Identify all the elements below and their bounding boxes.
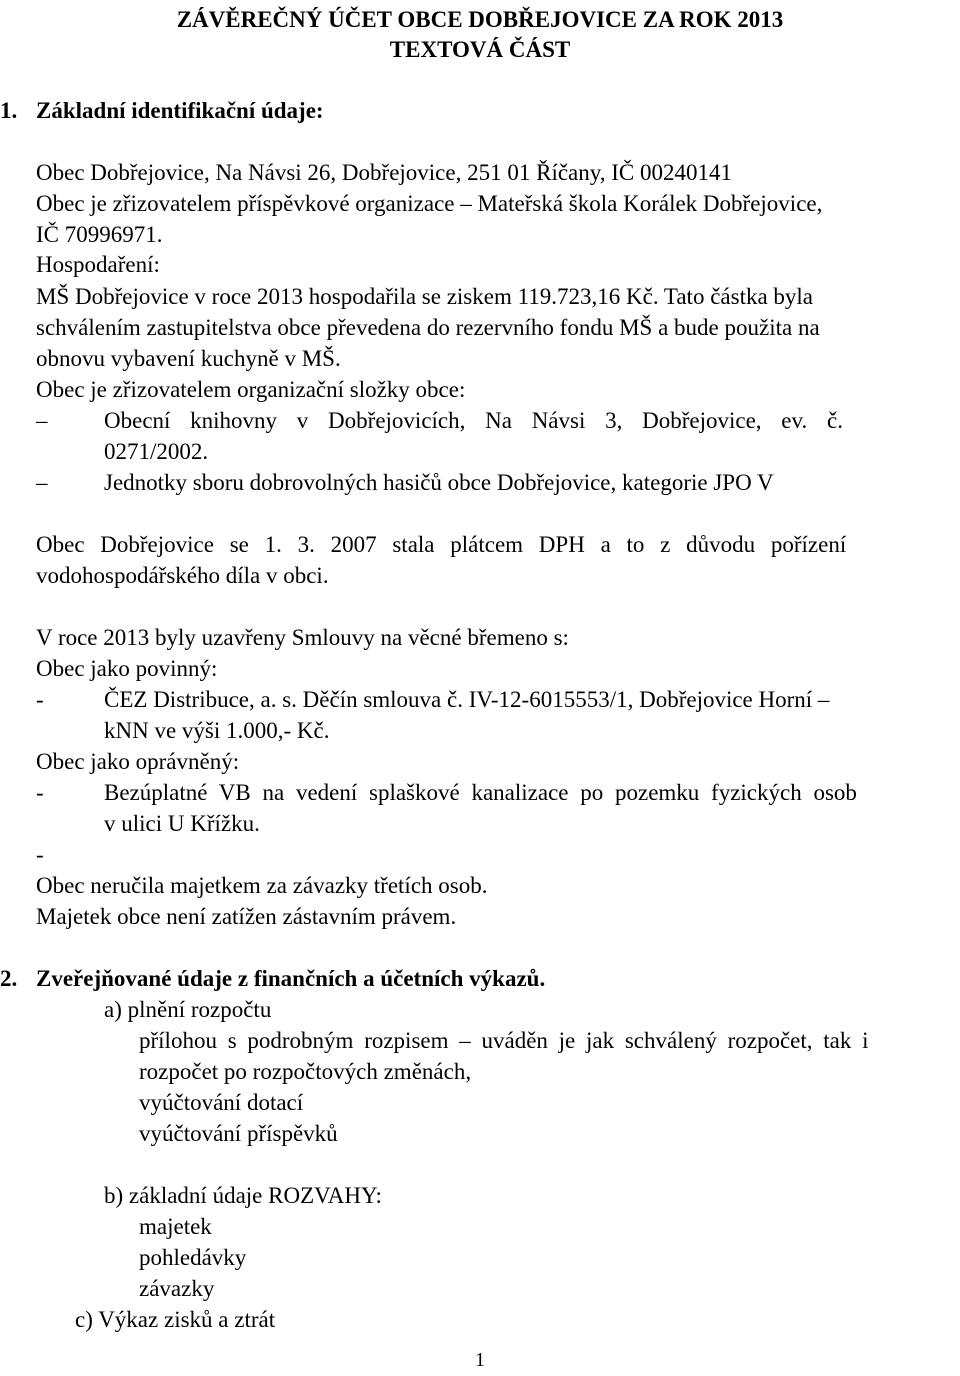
profit-loss-label: c) Výkaz zisků a ztrát (75, 1307, 276, 1332)
budget-line-2: rozpočet po rozpočtových změnách, (139, 1059, 472, 1084)
budget-line-1: přílohou s podrobným rozpisem – uváděn je jak schválený rozpočet, tak i (139, 1028, 869, 1053)
obliged-label: Obec jako povinný: (36, 656, 218, 681)
management-heading: Hospodaření: (36, 252, 160, 277)
easement-intro: V roce 2013 byly uzavřeny Smlouvy na věcné břemeno s: (36, 625, 569, 650)
cez-contract-line1: ČEZ Distribuce, a. s. Děčín smlouva č. IV-12-6015553/1, Dobřejovice Horní – (104, 687, 830, 712)
list-dash: – (36, 408, 48, 433)
guarantee-statement: Obec neručila majetkem za závazky třetích osob. (36, 873, 488, 898)
sewer-easement-line2: v ulici U Křížku. (104, 811, 260, 836)
vat-line-2: vodohospodářského díla v obci. (36, 563, 329, 588)
balance-item-receivables: pohledávky (139, 1245, 247, 1270)
budget-line-3: vyúčtování dotací (139, 1090, 304, 1115)
library-item-line2: 0271/2002. (104, 439, 209, 464)
management-line-2: schválením zastupitelstva obce převedena do rezervního fondu MŠ a bude použita na (36, 315, 820, 340)
founder-ic: IČ 70996971. (36, 222, 163, 247)
budget-line-4: vyúčtování příspěvků (139, 1121, 338, 1146)
section2-number: 2. (0, 966, 18, 991)
entitled-label: Obec jako oprávněný: (36, 749, 240, 774)
empty-list-dash: - (36, 842, 44, 867)
document-title: ZÁVĚREČNÝ ÚČET OBCE DOBŘEJOVICE ZA ROK 2013 (176, 7, 784, 32)
management-line-3: obnovu vybavení kuchyně v MŠ. (36, 346, 341, 371)
sewer-easement-line1: Bezúplatné VB na vedení splaškové kanalizace po pozemku fyzických osob (104, 780, 857, 805)
document-subtitle: TEXTOVÁ ČÁST (389, 37, 571, 62)
library-item (104, 409, 956, 432)
section1-heading: Základní identifikační údaje: (36, 98, 324, 123)
balance-item-liabilities: závazky (139, 1276, 215, 1301)
list-dash: - (36, 687, 44, 712)
budget-fulfilment-label: a) plnění rozpočtu (104, 997, 272, 1022)
balance-sheet-label: b) základní údaje ROZVAHY: (104, 1183, 382, 1208)
pledge-statement: Majetek obce není zatížen zástavním právem. (36, 904, 457, 929)
page-number: 1 (475, 1349, 485, 1371)
list-dash: – (36, 470, 48, 495)
fire-brigade-item: Jednotky sboru dobrovolných hasičů obce Dobřejovice, kategorie JPO V (104, 470, 774, 495)
library-item-line1: Obecní knihovny v Dobřejovicích, Na Návsi 3, Dobřejovice, ev. č. (104, 408, 843, 433)
cez-contract-line2: kNN ve výši 1.000,- Kč. (104, 718, 330, 743)
section2-heading: Zveřejňované údaje z finančních a účetních výkazů. (36, 966, 546, 991)
founder-line: Obec je zřizovatelem příspěvkové organizace – Mateřská škola Korálek Dobřejovice, (36, 191, 823, 216)
municipality-identification: Obec Dobřejovice, Na Návsi 26, Dobřejovice, 251 01 Říčany, IČ 00240141 (36, 160, 733, 185)
vat-line-1: Obec Dobřejovice se 1. 3. 2007 stala plátcem DPH a to z důvodu pořízení (36, 532, 847, 557)
balance-item-assets: majetek (139, 1214, 212, 1239)
management-line-1: MŠ Dobřejovice v roce 2013 hospodařila se ziskem 119.723,16 Kč. Tato částka byla (36, 284, 814, 309)
list-dash: - (36, 780, 44, 805)
org-unit-intro: Obec je zřizovatelem organizační složky obce: (36, 377, 466, 402)
section1-number: 1. (0, 98, 18, 123)
